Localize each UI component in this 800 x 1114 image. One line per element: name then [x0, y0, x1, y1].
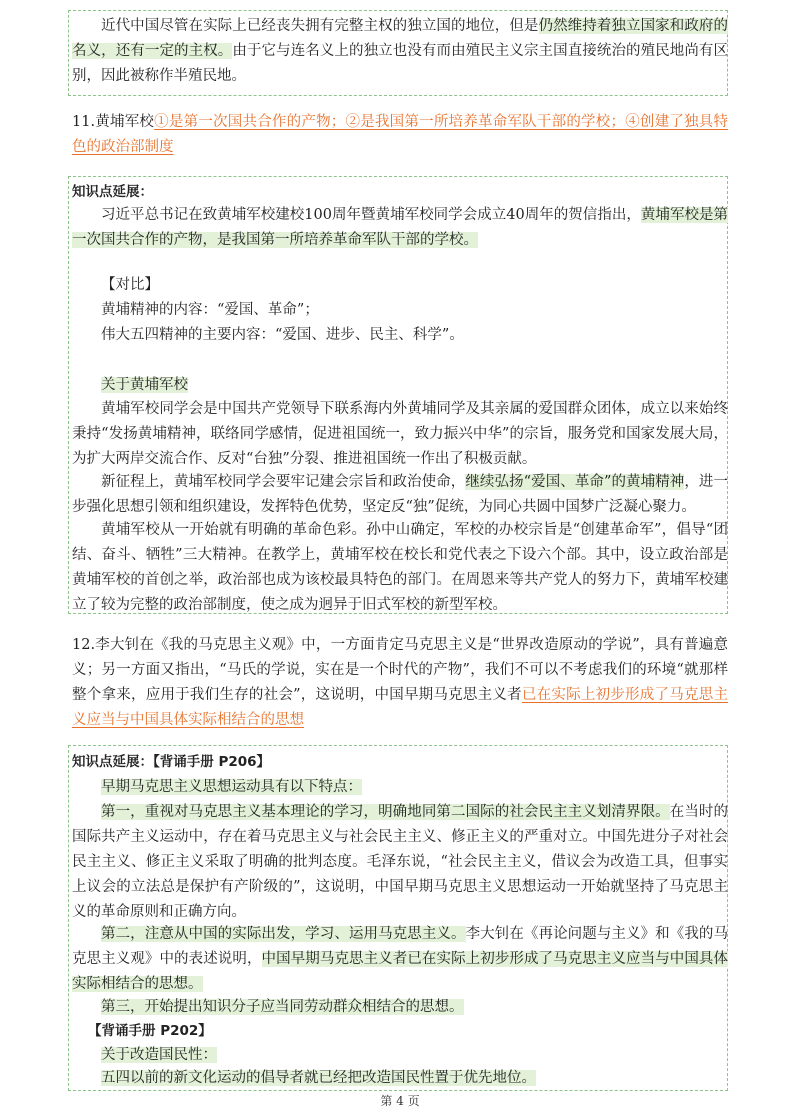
handbook-ref-2: 【背诵手册 P202】	[88, 1023, 212, 1039]
kp12-intro	[72, 775, 757, 800]
kp11-paragraph-2: 黄埔军校同学会是中国共产党领导下联系海内外黄埔同学及其亲属的爱国群众团体，成立以来始终秉持“发扬黄埔精神，联络同学感情，促进祖国统一，致力振兴中华”的宗旨，服务党和国家发展大局，为扩大两岸交流合作、反对“台独”分裂、推进祖国统一作出了积极贡献。	[72, 401, 728, 467]
kp12-point-1	[72, 800, 728, 925]
compare-item-2: 伟大五四精神的主要内容：“爱国、进步、民主、科学”。	[101, 327, 464, 343]
kp12-sub-title-text: 关于改造国民性：	[101, 1047, 217, 1063]
kp12-point-2-text: 李大钊在《再论问题与主义》和《我的马克思主义观》中的表述说明，	[72, 926, 729, 967]
question-11	[72, 110, 728, 160]
compare-item-1: 黄埔精神的内容：“爱国、革命”；	[101, 302, 319, 318]
kp12-sub-text-content: 五四以前的新文化运动的倡导者就已经把改造国民性置于优先地位。	[101, 1070, 536, 1086]
question-12-answer: 已在实际上初步形成了马克思主义应当与中国具体实际相结合的思想	[72, 687, 728, 728]
knowledge-label-12	[72, 750, 728, 775]
question-12	[72, 633, 728, 733]
kp12-point-2-highlight-2: 中国早期马克思主义者已在实际上初步形成了马克思主义应当与中国具体实际相结合的思想。	[72, 951, 729, 992]
page-number: 第 4 页	[380, 1094, 420, 1108]
about-title	[72, 373, 757, 398]
question-12-stem: 12.李大钊在《我的马克思主义观》中，一方面肯定马克思主义是“世界改造原动的学说”，具有普遍意义；另一方面又指出，“马氏的学说，实在是一个时代的产物”，我们不可以不考虑我们的环境“就那样整个拿来，应用于我们生存的社会”，这说明，中国早期马克思主义者	[72, 637, 728, 703]
kp12-point-2-highlight: 第二，注意从中国的实际出发，学习、运用马克思主义。	[101, 926, 466, 942]
intro-text-rest: 由于它与连名义上的独立也没有而由殖民主义宗主国直接统治的殖民地尚有区别，因此被称作半殖民地。	[72, 43, 728, 84]
intro-highlight: 仍然维持着独立国家和政府的名义，还有一定的主权。	[72, 18, 728, 59]
kp12-point-1-text: 在当时的国际共产主义运动中，存在着马克思主义与社会民主主义、修正主义的严重对立。中国先进分子对社会民主主义、修正主义采取了明确的批判态度。毛泽东说，“社会民主主义，借议会为改造工具，但事实上议会的立法总是保护有产阶级的”，这说明，中国早期马克思主义思想运动一开始就坚持了马克思主义的革命原则和正确方向。	[72, 804, 728, 920]
about-title-text: 关于黄埔军校	[101, 377, 188, 393]
kp11-p3-text: 新征程上，黄埔军校同学会要牢记建会宗旨和政治使命，	[101, 474, 466, 490]
handbook-ref-1: 【背诵手册 P206】	[153, 754, 271, 770]
kp12-sub-text	[72, 1066, 757, 1091]
knowledge-label-11: 知识点延展：	[72, 184, 153, 200]
kp12-point-3	[72, 995, 757, 1020]
kp12-point-3-text: 第三，开始提出知识分子应当同劳动群众相结合的思想。	[101, 999, 464, 1015]
question-11-stem: 11.黄埔军校	[72, 114, 155, 130]
kp12-intro-text: 早期马克思主义思想运动具有以下特点：	[101, 779, 362, 795]
kp11-paragraph-1	[72, 203, 728, 253]
kp11-paragraph-3	[72, 470, 728, 520]
knowledge-label-12-text: 知识点延展：	[72, 754, 153, 770]
kp11-p3-highlight: 继续弘扬“爱国、革命”的黄埔精神	[465, 474, 685, 490]
kp11-p1-text: 习近平总书记在致黄埔军校建校100周年暨黄埔军校同学会成立40周年的贺信指出，	[101, 207, 641, 223]
compare-title: 【对比】	[101, 277, 159, 293]
kp11-paragraph-4: 黄埔军校从一开始就有明确的革命色彩。孙中山确定，军校的办校宗旨是“创建革命军”，倡导“团结、奋斗、牺牲”三大精神。在教学上，黄埔军校在校长和党代表之下设六个部。其中，设立政治部是黄埔军校的首创之举，政治部也成为该校最具特色的部门。在周恩来等共产党人的努力下，黄埔军校建立了较为完整的政治部制度，使之成为迥异于旧式军校的新型军校。	[72, 522, 728, 613]
kp12-sub-title	[72, 1043, 757, 1068]
intro-text: 近代中国尽管在实际上已经丧失拥有完整主权的独立国的地位，但是	[101, 18, 539, 34]
kp11-p3-text-rest: ，进一步强化思想引领和组织建设，发挥特色优势，坚定反“独”促统，为同心共圆中国梦广泛凝心聚力。	[72, 474, 729, 515]
kp11-p1-highlight: 黄埔军校是第一次国共合作的产物，是我国第一所培养革命军队干部的学校。	[72, 207, 729, 248]
intro-paragraph	[72, 14, 728, 89]
question-11-answer: ①是第一次国共合作的产物；②是我国第一所培养革命军队干部的学校；④创建了独具特色的政治部制度	[72, 114, 729, 155]
kp12-point-2	[72, 922, 728, 997]
kp12-point-1-highlight: 第一，重视对马克思主义基本理论的学习，明确地同第二国际的社会民主主义划清界限。	[101, 804, 670, 820]
